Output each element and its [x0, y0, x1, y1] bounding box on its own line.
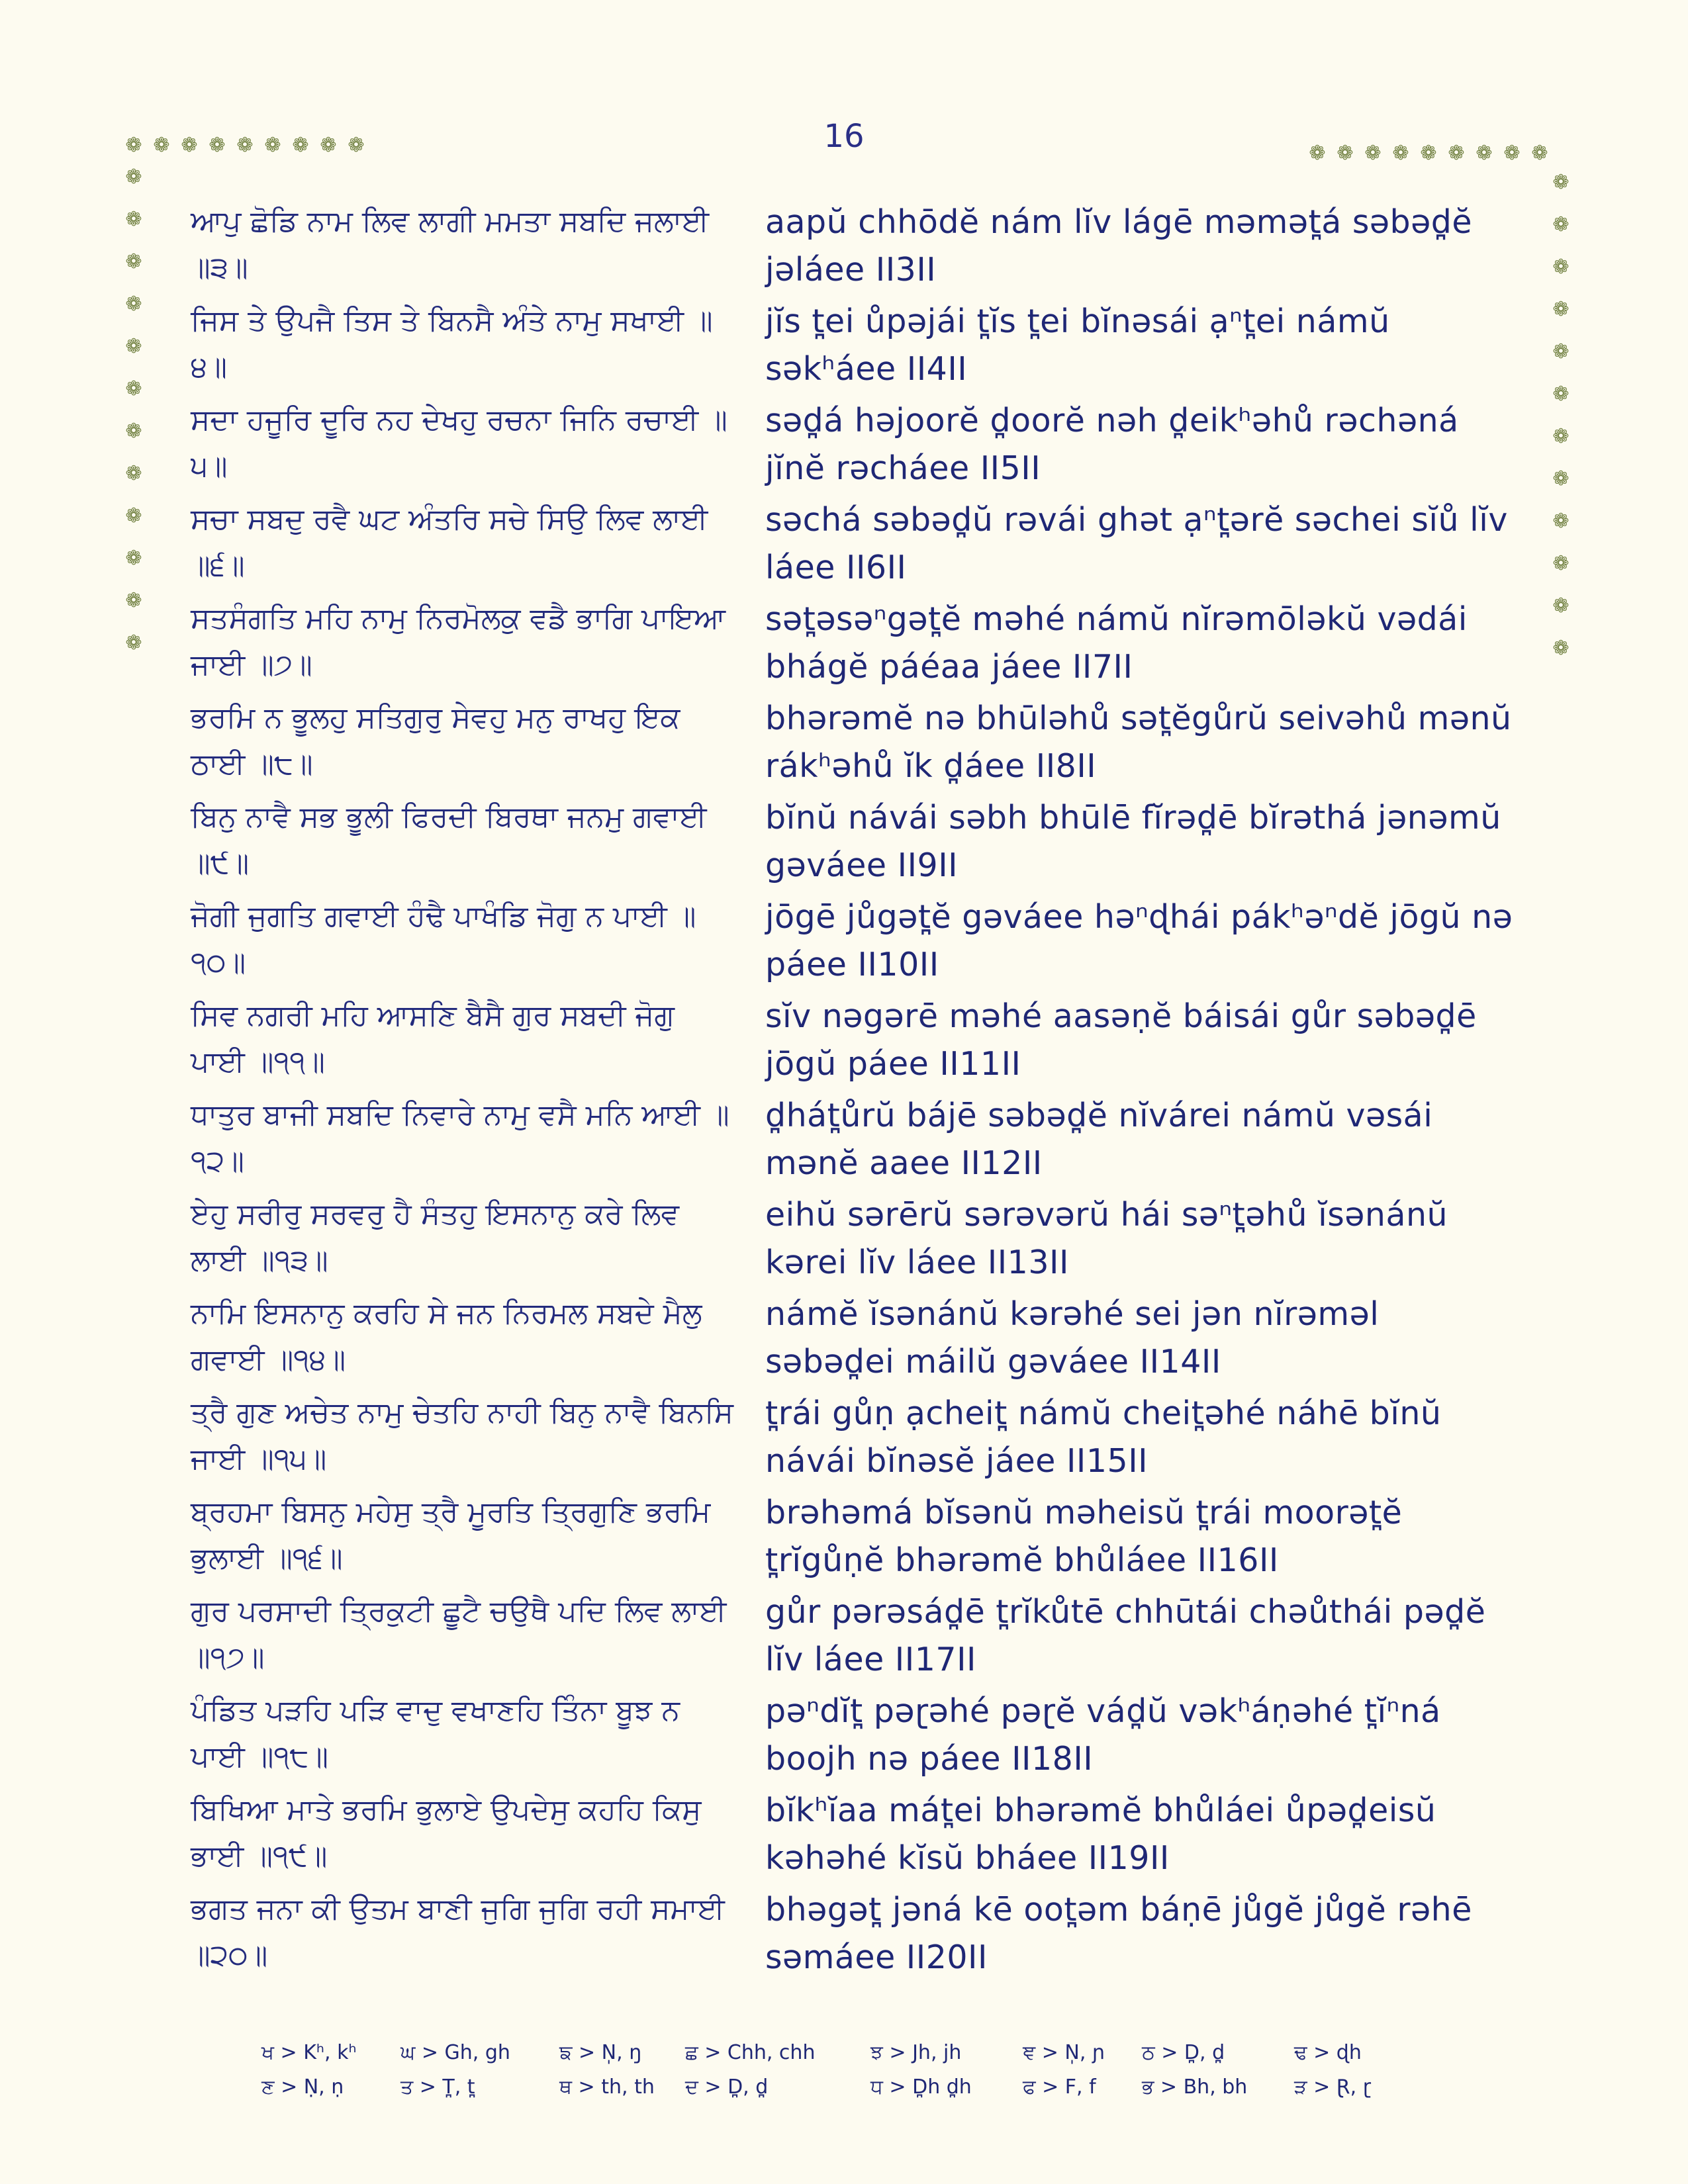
legend-item: ਠ > D̪, d̪ — [1142, 2041, 1225, 2064]
gurmukhi-line: ਏਹੁ ਸਰੀਰੁ ਸਰਵਰੁ ਹੈ ਸੰਤਹੁ ਇਸਨਾਨੁ ਕਰੇ ਲਿਵ ਲਾਈ ॥੧੩॥ — [191, 1197, 680, 1277]
legend-row — [261, 2074, 1453, 2101]
transliteration-line: sət̪əsəⁿgət̪ĕ məhé námŭ nĭrəmōləkŭ vədái bhágĕ páéaa jáee II7II — [765, 600, 1468, 686]
legend-item: ਢ > ɖh — [1294, 2041, 1362, 2064]
gurmukhi-line: ਸਤਸੰਗਤਿ ਮਹਿ ਨਾਮੁ ਨਿਰਮੋਲਕੁ ਵਡੈ ਭਾਗਿ ਪਾਇਆ ਜਾਈ ॥੭॥ — [191, 602, 726, 682]
verse-row — [0, 695, 1688, 794]
flower-icon: ❁ — [292, 134, 309, 157]
flower-icon: ❁ — [1552, 510, 1570, 533]
flower-icon: ❁ — [1336, 142, 1354, 165]
transliteration-line: sĭv nəgərē məhé aasəṇĕ báisái gůr səbəd̪ē jōgŭ páee II11II — [765, 997, 1477, 1083]
gurmukhi-line: ਸਿਵ ਨਗਰੀ ਮਹਿ ਆਸਣਿ ਬੈਸੈ ਗੁਰ ਸਬਦੀ ਜੋਗੁ ਪਾਈ ॥੧੧॥ — [191, 999, 675, 1079]
transliteration-line: gůr pərəsád̪ē t̪rĭkůtē chhūtái chəůthái pəd̪ĕ lĭv láee II17II — [765, 1593, 1486, 1678]
verse-row — [0, 1291, 1688, 1390]
flower-icon: ❁ — [125, 250, 142, 273]
transliteration-line: səd̪á həjoorĕ d̪oorĕ nəh d̪eikʰəhů rəchəná jĭnĕ rəcháee II5II — [765, 402, 1459, 487]
page-number: 16 — [823, 118, 865, 155]
legend-item: ਘ > Gh, gh — [400, 2041, 510, 2064]
legend-item: ਤ > T̪, t̪ — [400, 2075, 475, 2099]
transliteration-line: jōgē jůgət̪ĕ gəváee həⁿɖhái pákʰəⁿdĕ jōgŭ nə páee II10II — [765, 898, 1513, 983]
legend-item: ਝ > Jh, jh — [870, 2041, 962, 2064]
flower-icon: ❁ — [1364, 142, 1382, 165]
verse-row — [0, 199, 1688, 298]
gurmukhi-line: ਪੰਡਿਤ ਪੜਹਿ ਪੜਿ ਵਾਦੁ ਵਖਾਣਹਿ ਤਿੰਨਾ ਬੂਝ ਨ ਪਾਈ ॥੧੮॥ — [191, 1694, 680, 1774]
transliteration-line: jĭs t̪ei ůpəjái t̪ĭs t̪ei bĭnəsái ạⁿt̪ei námŭ səkʰáee II4II — [765, 302, 1390, 388]
gurmukhi-line: ਜਿਸ ਤੇ ਉਪਜੈ ਤਿਸ ਤੇ ਬਿਨਸੈ ਅੰਤੇ ਨਾਮੁ ਸਖਾਈ ॥੪॥ — [191, 304, 713, 384]
gurmukhi-line: ਭਰਮਿ ਨ ਭੂਲਹੁ ਸਤਿਗੁਰੁ ਸੇਵਹੁ ਮਨੁ ਰਾਖਹੁ ਇਕ ਠਾਈ ॥੮॥ — [191, 701, 680, 781]
flower-icon: ❁ — [1503, 142, 1521, 165]
flower-icon: ❁ — [125, 547, 142, 570]
flower-icon: ❁ — [1552, 467, 1570, 490]
flower-icon: ❁ — [1552, 171, 1570, 194]
gurmukhi-line: ਸਚਾ ਸਬਦੁ ਰਵੈ ਘਟ ਅੰਤਰਿ ਸਚੇ ਸਿਉ ਲਿਵ ਲਾਈ ॥੬॥ — [191, 502, 708, 582]
legend-item: ਭ > Bh, bh — [1142, 2075, 1248, 2099]
verse-row — [0, 397, 1688, 496]
verse-row — [0, 496, 1688, 596]
gurmukhi-line: ਨਾਮਿ ਇਸਨਾਨੁ ਕਰਹਿ ਸੇ ਜਨ ਨਿਰਮਲ ਸਬਦੇ ਮੈਲੁ ਗਵਾਈ ॥੧੪॥ — [191, 1297, 702, 1377]
transliteration-line: eihŭ sərērŭ sərəvərŭ hái səⁿt̪əhů ĭsənánŭ kərei lĭv láee II13II — [765, 1196, 1448, 1281]
transliteration-line: brəhəmá bĭsənŭ məheisŭ t̪rái moorət̪ĕ t̪rĭgůṇĕ bhərəmĕ bhůláee II16II — [765, 1494, 1403, 1579]
transliteration-line: səchá səbəd̪ŭ rəvái ghət ạⁿt̪ərĕ səchei sĭů lĭv láee II6II — [765, 501, 1508, 586]
flower-icon: ❁ — [125, 462, 142, 485]
flower-icon: ❁ — [1476, 142, 1493, 165]
transliteration-line: t̪rái gůṇ ạcheit̪ námŭ cheit̪əhé náhē bĭnŭ návái bĭnəsĕ jáee II15II — [765, 1394, 1442, 1480]
gurmukhi-line: ਬਿਨੁ ਨਾਵੈ ਸਭ ਭੂਲੀ ਫਿਰਦੀ ਬਿਰਥਾ ਜਨਮੁ ਗਵਾਈ ॥੯॥ — [191, 800, 707, 880]
gurmukhi-line: ਆਪੁ ਛੋਡਿ ਨਾਮ ਲਿਵ ਲਾਗੀ ਮਮਤਾ ਸਬਦਿ ਜਲਾਈ ॥੩॥ — [191, 205, 710, 285]
gurmukhi-line: ਭਗਤ ਜਨਾ ਕੀ ਉਤਮ ਬਾਣੀ ਜੁਗਿ ਜੁਗਿ ਰਹੀ ਸਮਾਈ ॥੨੦॥ — [191, 1892, 725, 1972]
transliteration-line: bhərəmĕ nə bhūləhů sət̪ĕgůrŭ seivəhů mənŭ rákʰəhů ĭk d̪áee II8II — [765, 700, 1512, 785]
legend-item: ਣ > Ṇ, ṇ — [261, 2075, 344, 2099]
verse-row — [0, 794, 1688, 893]
flower-icon: ❁ — [1420, 142, 1437, 165]
verse-row — [0, 1886, 1688, 1985]
legend-item: ੜ > Ɽ, ɽ — [1294, 2075, 1372, 2099]
flower-icon: ❁ — [181, 134, 198, 157]
transliteration-line: bĭnŭ návái səbh bhūlē fĭrəd̪ē bĭrəthá jənəmŭ gəváee II9II — [765, 799, 1501, 884]
flower-icon: ❁ — [209, 134, 226, 157]
transliteration-line: d̪hát̪ůrŭ bájē səbəd̪ĕ nĭvárei námŭ vəsái mənĕ aaee II12II — [765, 1097, 1433, 1182]
flower-icon: ❁ — [1531, 142, 1548, 165]
legend-item: ਧ > D̪h d̪h — [870, 2075, 972, 2099]
legend-item: ਞ > N̩, ɲ — [1023, 2041, 1105, 2064]
flower-icon: ❁ — [1552, 298, 1570, 321]
flower-icon: ❁ — [1552, 255, 1570, 279]
verse-row — [0, 298, 1688, 400]
flower-icon: ❁ — [125, 165, 142, 189]
flower-icon: ❁ — [1552, 340, 1570, 363]
flower-icon: ❁ — [125, 208, 142, 231]
legend-item: ਛ > Chh, chh — [685, 2041, 816, 2064]
gurmukhi-line: ਬਿਖਿਆ ਮਾਤੇ ਭਰਮਿ ਭੁਲਾਏ ਉਪਦੇਸੁ ਕਹਹਿ ਕਿਸੁ ਭਾਈ ॥੧੯॥ — [191, 1793, 702, 1873]
flower-icon: ❁ — [1552, 383, 1570, 406]
verse-row — [0, 1489, 1688, 1588]
gurmukhi-line: ਬ੍ਰਹਮਾ ਬਿਸਨੁ ਮਹੇਸੁ ਤ੍ਰੈ ਮੂਰਤਿ ਤ੍ਰਿਗੁਣਿ ਭਰਮਿ ਭੁਲਾਈ ॥੧੬॥ — [191, 1495, 711, 1575]
flower-icon: ❁ — [125, 335, 142, 358]
verse-row — [0, 1390, 1688, 1489]
gurmukhi-line: ਸਦਾ ਹਜੂਰਿ ਦੂਰਿ ਨਹ ਦੇਖਹੁ ਰਚਨਾ ਜਿਨਿ ਰਚਾਈ ॥੫॥ — [191, 403, 727, 483]
verse-row — [0, 596, 1688, 695]
transliteration-line: aapŭ chhōdĕ nám lĭv lágē məmət̪á səbəd̪ĕ jəláee II3II — [765, 203, 1473, 289]
flower-icon: ❁ — [1552, 594, 1570, 617]
verse-row — [0, 1688, 1688, 1787]
flower-icon: ❁ — [1448, 142, 1465, 165]
flower-icon: ❁ — [1392, 142, 1409, 165]
legend-item: ਙ > N̩, ŋ — [559, 2041, 642, 2064]
transliteration-line: pəⁿdĭt̪ pəɽəhé pəɽĕ vád̪ŭ vəkʰáṇəhé t̪ĭⁿná boojh nə páee II18II — [765, 1692, 1441, 1778]
flower-icon: ❁ — [125, 631, 142, 655]
gurmukhi-line: ਧਾਤੁਰ ਬਾਜੀ ਸਬਦਿ ਨਿਵਾਰੇ ਨਾਮੁ ਵਸੈ ਮਨਿ ਆਈ ॥੧੨॥ — [191, 1098, 729, 1178]
flower-icon: ❁ — [1309, 142, 1326, 165]
legend-item: ਫ > F, f — [1023, 2075, 1096, 2099]
legend-item: ਥ > th, th — [559, 2075, 655, 2099]
gurmukhi-line: ਤ੍ਰੈ ਗੁਣ ਅਚੇਤ ਨਾਮੁ ਚੇਤਹਿ ਨਾਹੀ ਬਿਨੁ ਨਾਵੈ ਬਿਨਸਿ ਜਾਈ ॥੧੫॥ — [191, 1396, 733, 1476]
flower-icon: ❁ — [1552, 552, 1570, 575]
flower-icon: ❁ — [125, 504, 142, 527]
gurmukhi-line: ਗੁਰ ਪਰਸਾਦੀ ਤ੍ਰਿਕੁਟੀ ਛੂਟੈ ਚਉਥੈ ਪਦਿ ਲਿਵ ਲਾਈ ॥੧੭॥ — [191, 1594, 727, 1674]
flower-icon: ❁ — [125, 293, 142, 316]
flower-icon: ❁ — [264, 134, 281, 157]
flower-icon: ❁ — [1552, 637, 1570, 660]
flower-icon: ❁ — [1552, 425, 1570, 448]
flower-icon: ❁ — [125, 420, 142, 443]
flower-icon: ❁ — [320, 134, 337, 157]
verse-row — [0, 1588, 1688, 1688]
flower-icon: ❁ — [125, 134, 142, 157]
transliteration-line: námĕ ĭsənánŭ kərəhé sei jən nĭrəməl səbəd̪ei máilŭ gəváee II14II — [765, 1295, 1380, 1381]
flower-icon: ❁ — [1552, 213, 1570, 236]
flower-icon: ❁ — [125, 589, 142, 612]
legend-row — [261, 2040, 1453, 2066]
legend-item: ਖ > Kʰ, kʰ — [261, 2041, 357, 2064]
verse-row — [0, 1092, 1688, 1191]
verse-row — [0, 893, 1688, 993]
legend-item: ਦ > D̪, d̪ — [685, 2075, 769, 2099]
verse-row — [0, 993, 1688, 1092]
transliteration-line: bĭkʰĭaa mát̪ei bhərəmĕ bhůláei ůpəd̪eisŭ kəhəhé kĭsŭ bháee II19II — [765, 1792, 1436, 1877]
flower-icon: ❁ — [153, 134, 170, 157]
flower-icon: ❁ — [236, 134, 254, 157]
verse-row — [0, 1787, 1688, 1886]
flower-icon: ❁ — [348, 134, 365, 157]
verse-row — [0, 1191, 1688, 1291]
flower-icon: ❁ — [125, 377, 142, 400]
gurmukhi-line: ਜੋਗੀ ਜੁਗਤਿ ਗਵਾਈ ਹੰਢੈ ਪਾਖੰਡਿ ਜੋਗੁ ਨ ਪਾਈ ॥੧੦॥ — [191, 899, 696, 979]
transliteration-line: bhəgət̪ jəná kē oot̪əm báṇē jůgĕ jůgĕ rəhē səmáee II20II — [765, 1891, 1472, 1976]
